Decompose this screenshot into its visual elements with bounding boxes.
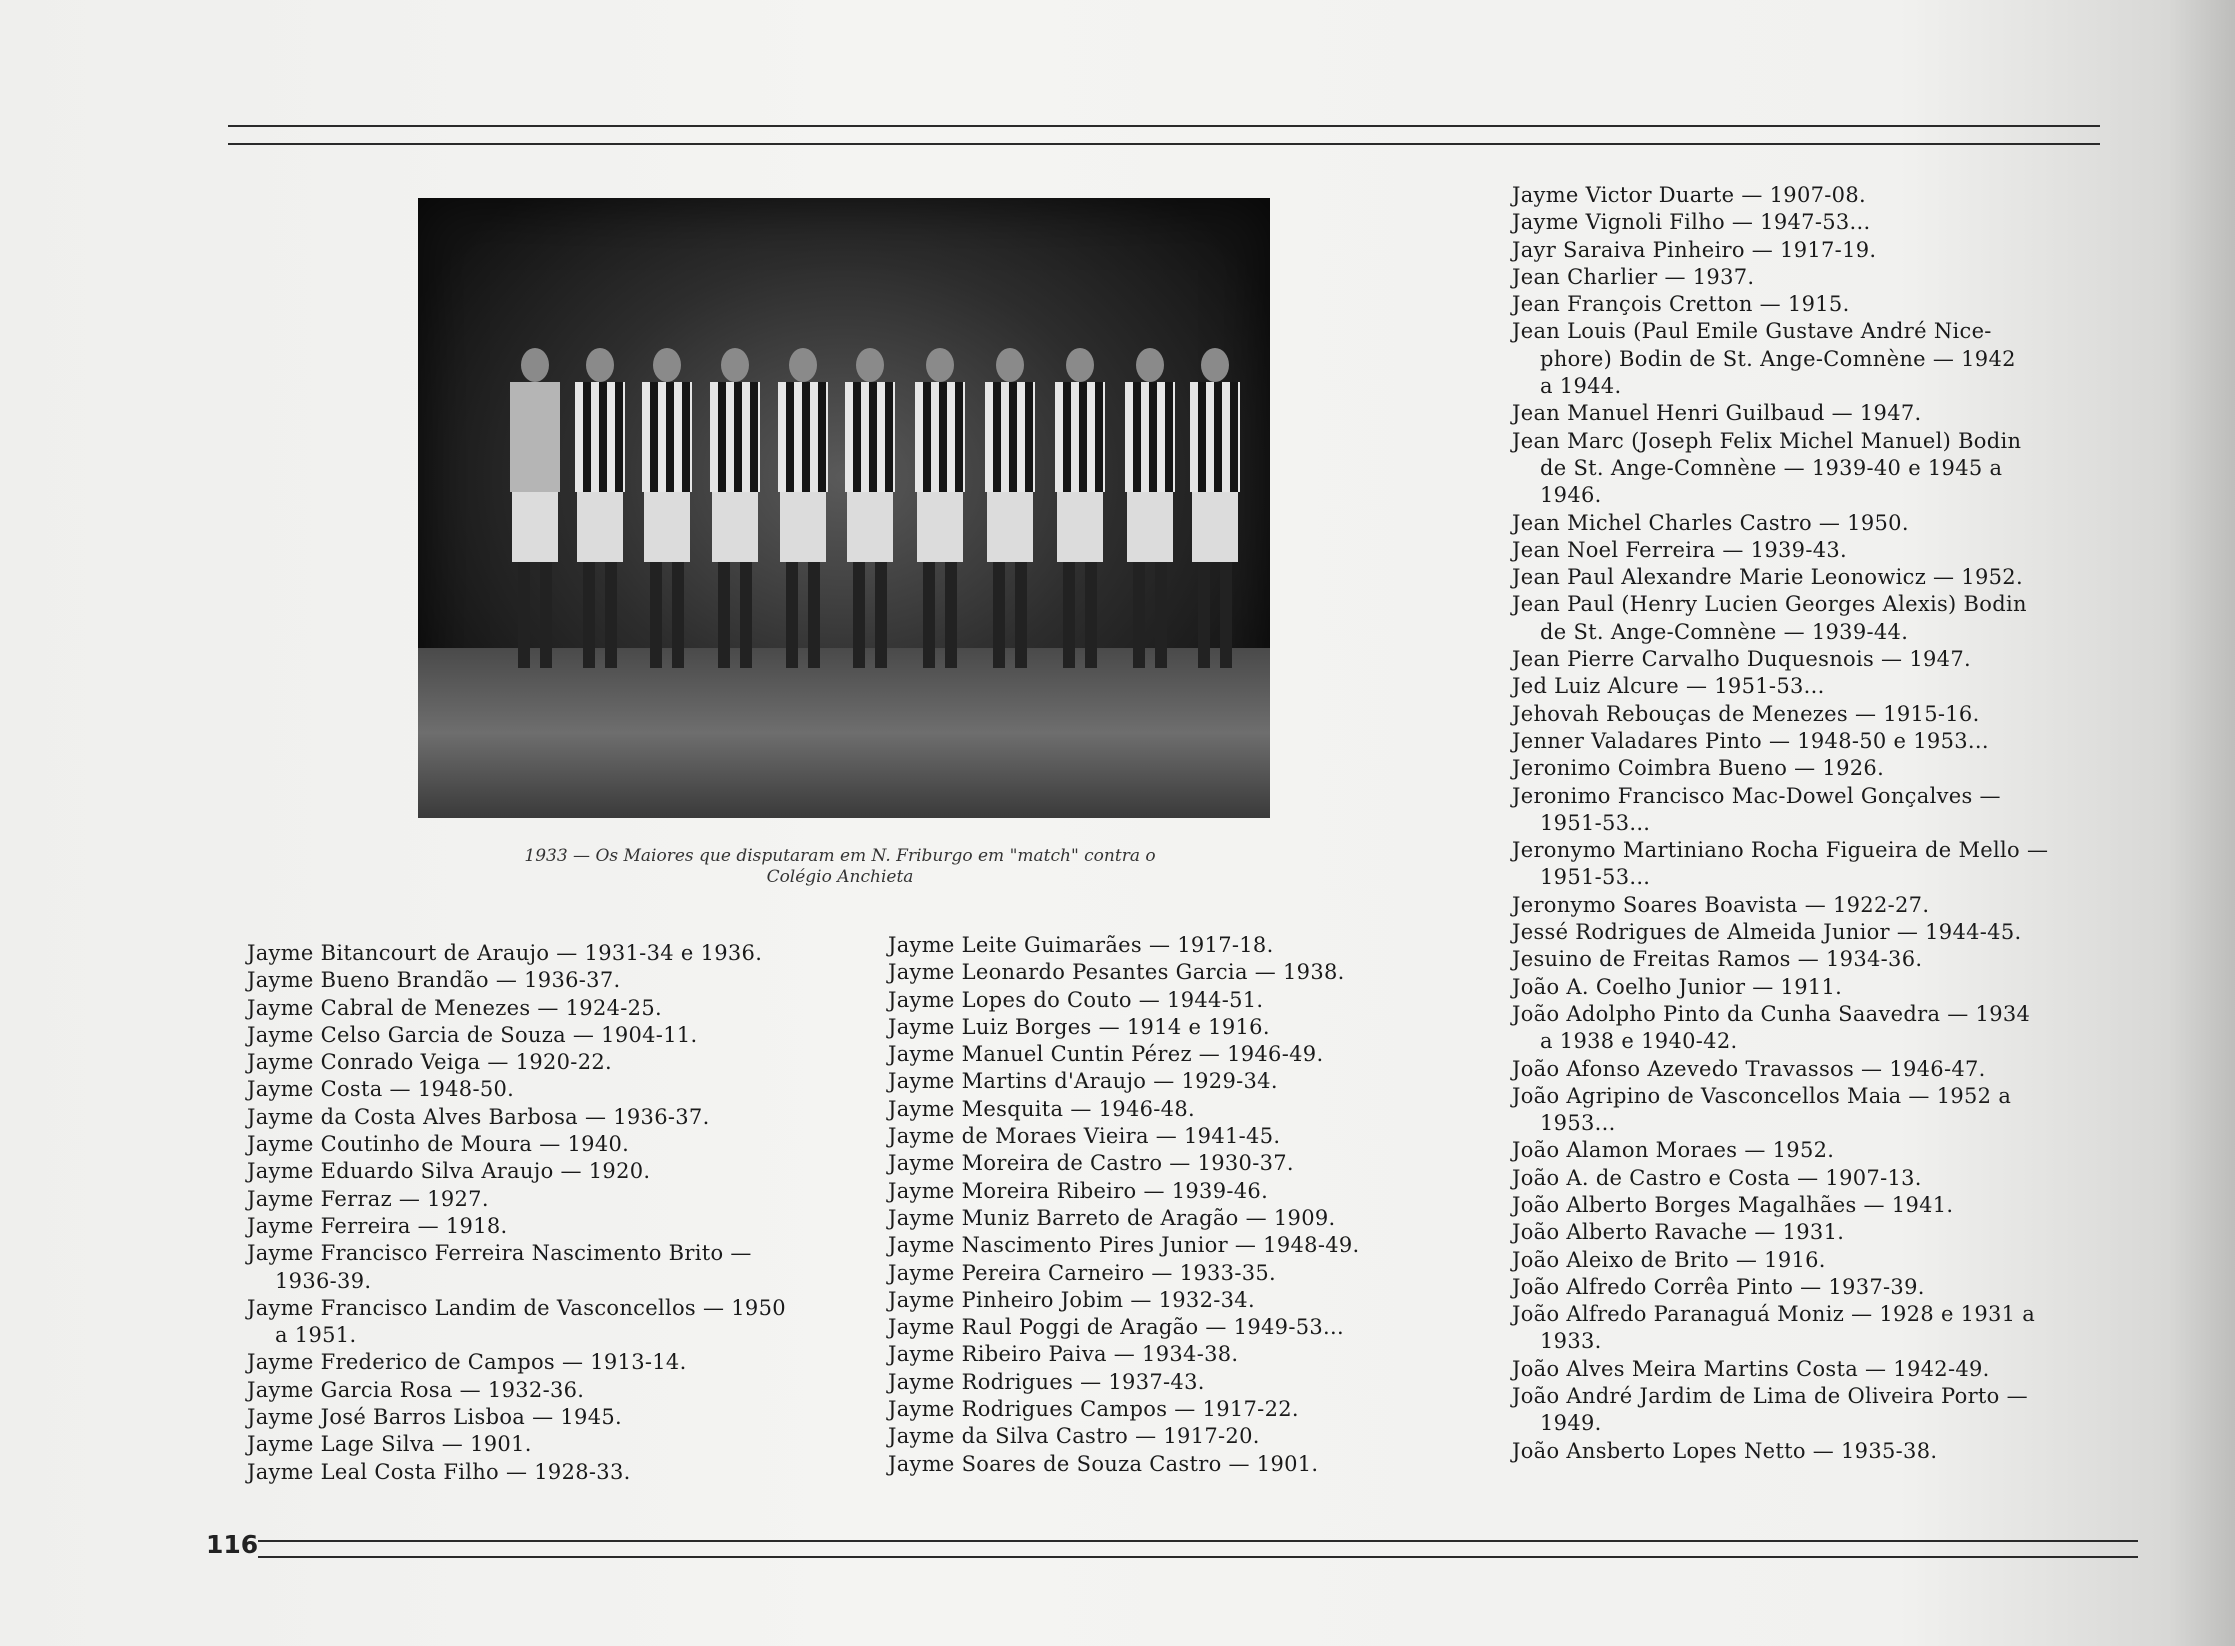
list-item: Jayme Francisco Ferreira Nascimento Brito — 1936-39.	[247, 1241, 752, 1293]
list-item: João Agripino de Vasconcellos Maia — 1952 a 1953...	[1512, 1083, 2012, 1136]
player-figure	[776, 348, 830, 668]
list-item: Jayme Raul Poggi de Aragão — 1949-53...	[888, 1315, 1344, 1340]
list-item: Jenner Valadares Pinto — 1948-50 e 1953...	[1512, 728, 1989, 753]
list-item: Jayme Ferreira — 1918.	[247, 1213, 508, 1238]
list-item: Jayme Eduardo Silva Araujo — 1920.	[247, 1159, 651, 1184]
list-item: João Aleixo de Brito — 1916.	[1512, 1247, 1826, 1272]
list-item: Jayme Bueno Brandão — 1936-37.	[247, 968, 621, 993]
name-list-column-3	[1512, 182, 2048, 1465]
bottom-rule-lower	[258, 1556, 2138, 1558]
list-item: Jean Paul Alexandre Marie Leonowicz — 1952.	[1512, 565, 2023, 590]
list-item: Jean Louis (Paul Emile Gustave André Nice- phore) Bodin de St. Ange-Comnène — 1942 a 1944.	[1512, 319, 2016, 399]
list-item: Jayme Ferraz — 1927.	[247, 1186, 489, 1211]
list-item: João Alberto Ravache — 1931.	[1512, 1220, 1845, 1245]
list-item: Jeronymo Martiniano Rocha Figueira de Mello — 1951-53...	[1512, 838, 2049, 890]
list-item: Jean Marc (Joseph Felix Michel Manuel) Bodin de St. Ange-Comnène — 1939-40 e 1945 a 1946.	[1512, 428, 2022, 508]
list-item: João Alfredo Paranaguá Moniz — 1928 e 1931 a 1933.	[1512, 1302, 2036, 1354]
list-item: Jayme Muniz Barreto de Aragão — 1909.	[888, 1205, 1336, 1230]
list-item: João Alfredo Corrêa Pinto — 1937-39.	[1512, 1274, 1925, 1299]
list-item: Jayme Bitancourt de Araujo — 1931-34 e 1936.	[247, 941, 763, 965]
list-item: João Afonso Azevedo Travassos — 1946-47.	[1512, 1056, 1986, 1081]
list-item: Jayme Coutinho de Moura — 1940.	[247, 1132, 630, 1157]
list-item: Jayme Mesquita — 1946-48.	[888, 1096, 1195, 1121]
list-item: Jayme Lopes do Couto — 1944-51.	[888, 987, 1264, 1012]
caption-line-1: 1933 — Os Maiores que disputaram em N. Friburgo em "match" contra o	[524, 846, 1156, 866]
list-item: Jayme da Costa Alves Barbosa — 1936-37.	[247, 1104, 710, 1129]
list-item: Jayme Luiz Borges — 1914 e 1916.	[888, 1014, 1270, 1039]
list-item: João André Jardim de Lima de Oliveira Porto — 1949.	[1512, 1384, 2028, 1436]
player-figure	[1053, 348, 1107, 668]
player-figure	[508, 348, 562, 668]
list-item: Jayme Leal Costa Filho — 1928-33.	[247, 1459, 631, 1484]
list-item: Jayme Leite Guimarães — 1917-18.	[888, 933, 1274, 957]
list-item: Jayme Vignoli Filho — 1947-53...	[1512, 210, 1871, 235]
page-number: 116	[206, 1530, 259, 1559]
list-item: Jean Charlier — 1937.	[1512, 264, 1755, 289]
list-item: Jayme Lage Silva — 1901.	[247, 1432, 532, 1457]
bottom-rule-upper	[258, 1540, 2138, 1542]
list-item: João Ansberto Lopes Netto — 1935-38.	[1512, 1438, 1938, 1463]
top-rule-lower	[228, 143, 2100, 145]
list-item: Jean Michel Charles Castro — 1950.	[1512, 510, 1909, 535]
player-figure	[573, 348, 627, 668]
list-item: Jean Paul (Henry Lucien Georges Alexis) Bodin de St. Ange-Comnène — 1939-44.	[1512, 592, 2027, 644]
list-item: Jeronimo Coimbra Bueno — 1926.	[1512, 756, 1885, 781]
list-item: Jayme de Moraes Vieira — 1941-45.	[888, 1124, 1281, 1149]
team-photo	[418, 198, 1270, 818]
list-item: Jayme Martins d'Araujo — 1929-34.	[888, 1069, 1278, 1094]
list-item: Jayme Rodrigues Campos — 1917-22.	[888, 1397, 1299, 1422]
list-item: Jayr Saraiva Pinheiro — 1917-19.	[1512, 237, 1877, 262]
list-item: Jesuino de Freitas Ramos — 1934-36.	[1512, 947, 1923, 972]
list-item: Jessé Rodrigues de Almeida Junior — 1944-45.	[1512, 920, 2022, 945]
list-item: Jean Manuel Henri Guilbaud — 1947.	[1512, 401, 1922, 426]
list-item: Jayme Francisco Landim de Vasconcellos — 1950 a 1951.	[247, 1295, 786, 1348]
list-item: João A. Coelho Junior — 1911.	[1512, 974, 1843, 999]
list-item: João Alamon Moraes — 1952.	[1512, 1138, 1835, 1163]
list-item: João A. de Castro e Costa — 1907-13.	[1512, 1165, 1922, 1190]
list-item: Jayme Frederico de Campos — 1913-14.	[247, 1350, 687, 1375]
list-item: Jayme Cabral de Menezes — 1924-25.	[247, 995, 662, 1020]
list-item: Jean François Cretton — 1915.	[1512, 292, 1850, 317]
list-item: Jehovah Rebouças de Menezes — 1915-16.	[1512, 701, 1980, 726]
list-item: João Alberto Borges Magalhães — 1941.	[1512, 1192, 1954, 1217]
player-figure	[640, 348, 694, 668]
player-figure	[913, 348, 967, 668]
list-item: Jayme Pinheiro Jobim — 1932-34.	[888, 1287, 1255, 1312]
player-figure	[1188, 348, 1242, 668]
list-item: Jayme José Barros Lisboa — 1945.	[247, 1405, 622, 1430]
list-item: Jeronimo Francisco Mac-Dowel Gonçalves — 1951-53...	[1512, 783, 2001, 835]
photo-ground	[418, 648, 1270, 818]
name-list-column-2	[888, 932, 1360, 1478]
list-item: Jayme Manuel Cuntin Pérez — 1946-49.	[888, 1042, 1324, 1067]
list-item: Jayme Victor Duarte — 1907-08.	[1512, 183, 1866, 207]
list-item: Jayme Pereira Carneiro — 1933-35.	[888, 1260, 1277, 1285]
list-item: Jean Noel Ferreira — 1939-43.	[1512, 537, 1848, 562]
list-item: João Adolpho Pinto da Cunha Saavedra — 1934 a 1938 e 1940-42.	[1512, 1001, 2031, 1054]
list-item: Jayme Conrado Veiga — 1920-22.	[247, 1050, 613, 1075]
list-item: Jayme Rodrigues — 1937-43.	[888, 1369, 1205, 1394]
list-item: Jayme da Silva Castro — 1917-20.	[888, 1424, 1260, 1449]
player-figure	[983, 348, 1037, 668]
player-figure	[843, 348, 897, 668]
list-item: Jayme Moreira de Castro — 1930-37.	[888, 1151, 1294, 1176]
list-item: Jayme Nascimento Pires Junior — 1948-49.	[888, 1233, 1360, 1258]
list-item: Jayme Ribeiro Paiva — 1934-38.	[888, 1342, 1239, 1367]
list-item: Jayme Leonardo Pesantes Garcia — 1938.	[888, 960, 1345, 985]
list-item: Jayme Moreira Ribeiro — 1939-46.	[888, 1178, 1269, 1203]
player-figure	[1123, 348, 1177, 668]
list-item: Jayme Costa — 1948-50.	[247, 1077, 515, 1102]
list-item: João Alves Meira Martins Costa — 1942-49.	[1512, 1356, 1990, 1381]
player-figure	[708, 348, 762, 668]
list-item: Jeronymo Soares Boavista — 1922-27.	[1512, 892, 1930, 917]
list-item: Jayme Soares de Souza Castro — 1901.	[888, 1451, 1319, 1476]
list-item: Jayme Celso Garcia de Souza — 1904-11.	[247, 1022, 698, 1047]
list-item: Jean Pierre Carvalho Duquesnois — 1947.	[1512, 647, 1971, 672]
top-rule-upper	[228, 125, 2100, 127]
caption-line-2: Colégio Anchieta	[766, 867, 914, 887]
photo-caption	[400, 846, 1280, 888]
list-item: Jed Luiz Alcure — 1951-53...	[1512, 674, 1825, 699]
list-item: Jayme Garcia Rosa — 1932-36.	[247, 1377, 585, 1402]
name-list-column-1	[247, 940, 786, 1486]
